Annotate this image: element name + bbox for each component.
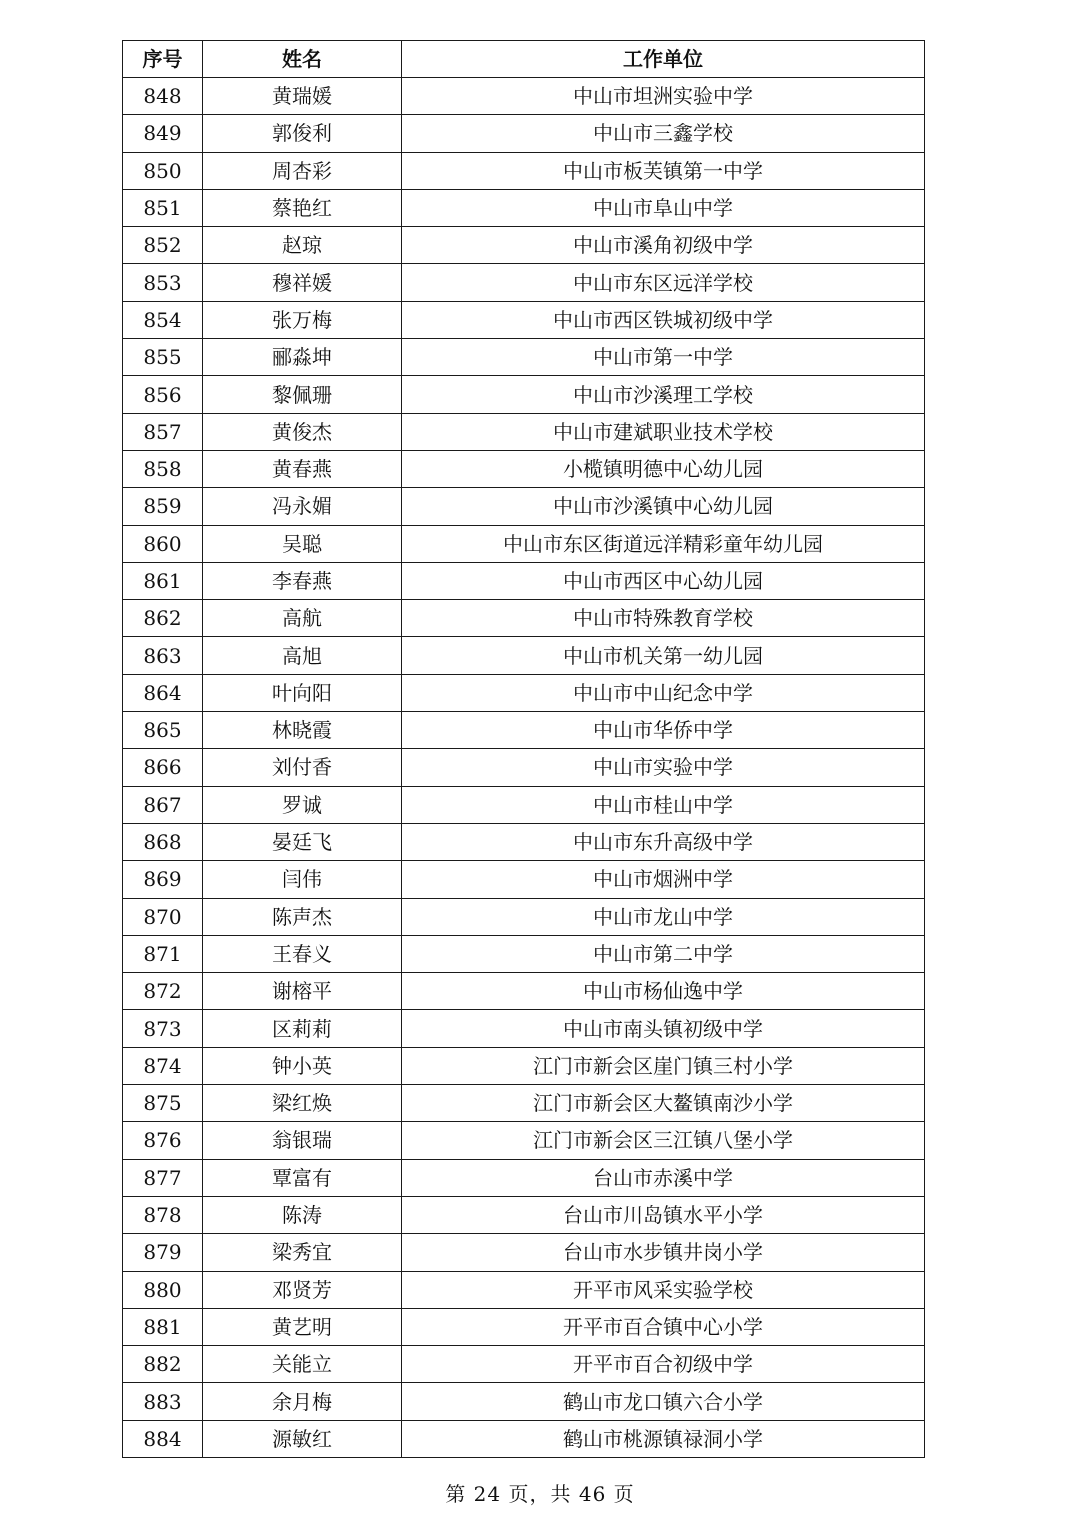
cell-unit: 中山市第一中学 <box>402 339 925 376</box>
table-row <box>123 488 925 525</box>
cell-unit: 中山市建斌职业技术学校 <box>402 413 925 450</box>
cell-unit: 中山市板芙镇第一中学 <box>402 152 925 189</box>
cell-name: 闫伟 <box>203 861 402 898</box>
cell-unit: 中山市南头镇初级中学 <box>402 1010 925 1047</box>
roster-table <box>122 40 925 1458</box>
cell-seq: 859 <box>123 488 203 525</box>
table-row <box>123 1010 925 1047</box>
cell-name: 余月梅 <box>203 1383 402 1420</box>
cell-name: 关能立 <box>203 1346 402 1383</box>
cell-seq: 863 <box>123 637 203 674</box>
cell-seq: 884 <box>123 1420 203 1457</box>
cell-unit: 中山市沙溪理工学校 <box>402 376 925 413</box>
cell-unit: 鹤山市桃源镇禄洞小学 <box>402 1420 925 1457</box>
cell-unit: 开平市风采实验学校 <box>402 1271 925 1308</box>
cell-unit: 中山市东升高级中学 <box>402 823 925 860</box>
cell-unit: 台山市水步镇井岗小学 <box>402 1234 925 1271</box>
table-row <box>123 1420 925 1457</box>
cell-unit: 中山市西区铁城初级中学 <box>402 301 925 338</box>
table-row <box>123 898 925 935</box>
cell-seq: 870 <box>123 898 203 935</box>
cell-name: 刘付香 <box>203 749 402 786</box>
table-row <box>123 1271 925 1308</box>
cell-name: 李春燕 <box>203 562 402 599</box>
cell-unit: 中山市东区远洋学校 <box>402 264 925 301</box>
cell-seq: 878 <box>123 1196 203 1233</box>
table-row <box>123 227 925 264</box>
table-row <box>123 1159 925 1196</box>
table-row <box>123 674 925 711</box>
cell-name: 张万梅 <box>203 301 402 338</box>
cell-name: 钟小英 <box>203 1047 402 1084</box>
table-row <box>123 115 925 152</box>
cell-seq: 857 <box>123 413 203 450</box>
cell-seq: 855 <box>123 339 203 376</box>
cell-name: 高航 <box>203 600 402 637</box>
cell-name: 邓贤芳 <box>203 1271 402 1308</box>
cell-unit: 中山市西区中心幼儿园 <box>402 562 925 599</box>
cell-unit: 中山市华侨中学 <box>402 712 925 749</box>
table-row <box>123 1234 925 1271</box>
table-row <box>123 450 925 487</box>
page-number-footer: 第 24 页，共 46 页 <box>445 1482 635 1506</box>
cell-seq: 853 <box>123 264 203 301</box>
cell-seq: 858 <box>123 450 203 487</box>
cell-seq: 849 <box>123 115 203 152</box>
cell-name: 王春义 <box>203 935 402 972</box>
cell-unit: 小榄镇明德中心幼儿园 <box>402 450 925 487</box>
cell-unit: 开平市百合镇中心小学 <box>402 1308 925 1345</box>
table-body <box>123 78 925 1458</box>
cell-name: 蔡艳红 <box>203 189 402 226</box>
header-seq: 序号 <box>123 41 203 78</box>
cell-name: 晏廷飞 <box>203 823 402 860</box>
header-name: 姓名 <box>203 41 402 78</box>
cell-unit: 中山市机关第一幼儿园 <box>402 637 925 674</box>
table-row <box>123 562 925 599</box>
cell-seq: 861 <box>123 562 203 599</box>
table-row <box>123 1085 925 1122</box>
cell-seq: 876 <box>123 1122 203 1159</box>
cell-unit: 中山市三鑫学校 <box>402 115 925 152</box>
cell-seq: 860 <box>123 525 203 562</box>
table-row <box>123 600 925 637</box>
cell-unit: 中山市龙山中学 <box>402 898 925 935</box>
cell-seq: 874 <box>123 1047 203 1084</box>
table-row <box>123 1308 925 1345</box>
table-row <box>123 935 925 972</box>
table-row <box>123 1122 925 1159</box>
table-row <box>123 823 925 860</box>
cell-name: 吴聪 <box>203 525 402 562</box>
cell-unit: 台山市赤溪中学 <box>402 1159 925 1196</box>
table-header <box>123 41 925 78</box>
cell-name: 黎佩珊 <box>203 376 402 413</box>
cell-unit: 中山市杨仙逸中学 <box>402 973 925 1010</box>
table-row <box>123 973 925 1010</box>
table-row <box>123 1047 925 1084</box>
cell-seq: 872 <box>123 973 203 1010</box>
cell-unit: 中山市特殊教育学校 <box>402 600 925 637</box>
table-row <box>123 712 925 749</box>
cell-name: 区莉莉 <box>203 1010 402 1047</box>
cell-seq: 856 <box>123 376 203 413</box>
header-unit: 工作单位 <box>402 41 925 78</box>
cell-seq: 873 <box>123 1010 203 1047</box>
cell-name: 梁秀宜 <box>203 1234 402 1271</box>
cell-seq: 877 <box>123 1159 203 1196</box>
cell-unit: 台山市川岛镇水平小学 <box>402 1196 925 1233</box>
cell-seq: 862 <box>123 600 203 637</box>
cell-name: 冯永媚 <box>203 488 402 525</box>
cell-unit: 江门市新会区大鳌镇南沙小学 <box>402 1085 925 1122</box>
cell-unit: 中山市阜山中学 <box>402 189 925 226</box>
table-row <box>123 1196 925 1233</box>
cell-name: 罗诚 <box>203 786 402 823</box>
cell-unit: 中山市坦洲实验中学 <box>402 78 925 115</box>
cell-seq: 866 <box>123 749 203 786</box>
table-row <box>123 525 925 562</box>
cell-name: 黄春燕 <box>203 450 402 487</box>
table-row <box>123 1383 925 1420</box>
cell-seq: 875 <box>123 1085 203 1122</box>
table-row <box>123 861 925 898</box>
cell-name: 叶向阳 <box>203 674 402 711</box>
cell-name: 黄瑞媛 <box>203 78 402 115</box>
cell-name: 陈声杰 <box>203 898 402 935</box>
table-row <box>123 786 925 823</box>
cell-name: 周杏彩 <box>203 152 402 189</box>
cell-seq: 851 <box>123 189 203 226</box>
table-row <box>123 376 925 413</box>
cell-name: 穆祥媛 <box>203 264 402 301</box>
cell-name: 梁红焕 <box>203 1085 402 1122</box>
table-row <box>123 301 925 338</box>
table-row <box>123 637 925 674</box>
cell-name: 郦淼坤 <box>203 339 402 376</box>
cell-seq: 868 <box>123 823 203 860</box>
cell-name: 翁银瑞 <box>203 1122 402 1159</box>
cell-seq: 871 <box>123 935 203 972</box>
cell-seq: 850 <box>123 152 203 189</box>
cell-unit: 鹤山市龙口镇六合小学 <box>402 1383 925 1420</box>
cell-seq: 879 <box>123 1234 203 1271</box>
cell-unit: 开平市百合初级中学 <box>402 1346 925 1383</box>
cell-seq: 852 <box>123 227 203 264</box>
cell-name: 郭俊利 <box>203 115 402 152</box>
cell-name: 覃富有 <box>203 1159 402 1196</box>
cell-name: 黄俊杰 <box>203 413 402 450</box>
cell-seq: 865 <box>123 712 203 749</box>
cell-seq: 867 <box>123 786 203 823</box>
cell-seq: 883 <box>123 1383 203 1420</box>
table-row <box>123 1346 925 1383</box>
cell-seq: 854 <box>123 301 203 338</box>
cell-unit: 中山市烟洲中学 <box>402 861 925 898</box>
table-row <box>123 339 925 376</box>
cell-name: 谢榕平 <box>203 973 402 1010</box>
cell-name: 源敏红 <box>203 1420 402 1457</box>
cell-unit: 中山市桂山中学 <box>402 786 925 823</box>
cell-name: 高旭 <box>203 637 402 674</box>
cell-unit: 中山市东区街道远洋精彩童年幼儿园 <box>402 525 925 562</box>
table-row <box>123 749 925 786</box>
cell-unit: 江门市新会区崖门镇三村小学 <box>402 1047 925 1084</box>
cell-name: 陈涛 <box>203 1196 402 1233</box>
cell-unit: 中山市中山纪念中学 <box>402 674 925 711</box>
cell-seq: 864 <box>123 674 203 711</box>
table-row <box>123 189 925 226</box>
table-row <box>123 152 925 189</box>
cell-unit: 江门市新会区三江镇八堡小学 <box>402 1122 925 1159</box>
cell-seq: 869 <box>123 861 203 898</box>
table-row <box>123 78 925 115</box>
cell-seq: 880 <box>123 1271 203 1308</box>
cell-name: 林晓霞 <box>203 712 402 749</box>
cell-unit: 中山市第二中学 <box>402 935 925 972</box>
header-row <box>123 41 925 78</box>
cell-unit: 中山市沙溪镇中心幼儿园 <box>402 488 925 525</box>
cell-name: 黄艺明 <box>203 1308 402 1345</box>
cell-name: 赵琼 <box>203 227 402 264</box>
table-row <box>123 413 925 450</box>
cell-unit: 中山市溪角初级中学 <box>402 227 925 264</box>
cell-seq: 881 <box>123 1308 203 1345</box>
cell-unit: 中山市实验中学 <box>402 749 925 786</box>
table-row <box>123 264 925 301</box>
cell-seq: 848 <box>123 78 203 115</box>
cell-seq: 882 <box>123 1346 203 1383</box>
